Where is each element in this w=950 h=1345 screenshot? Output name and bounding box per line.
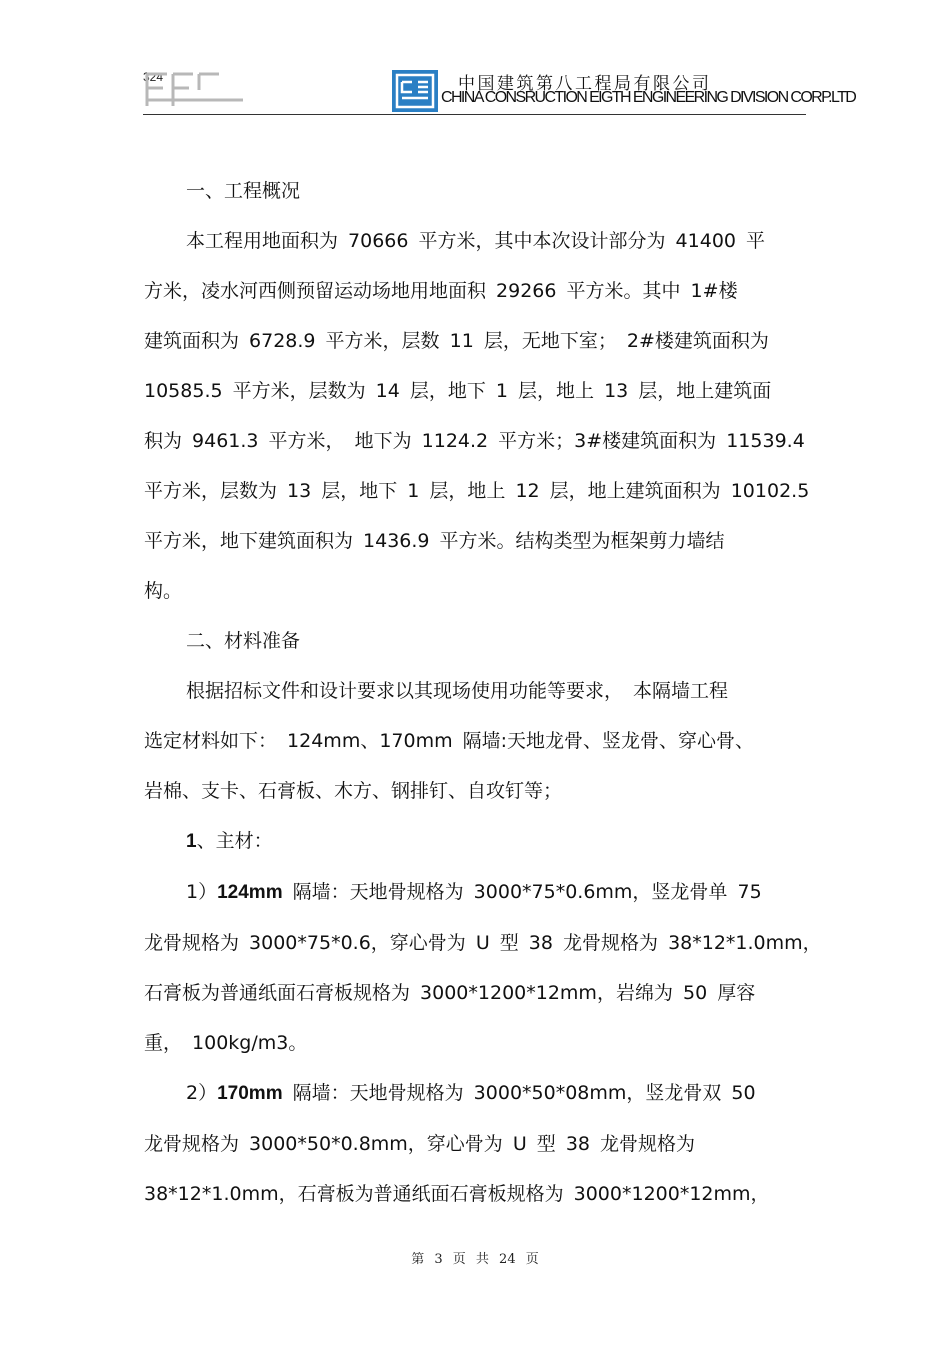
paragraph-line: 重， 100kg/m3。 [144,1032,308,1054]
header-page-number: 324 [143,70,164,84]
item-text: 隔墙：天地骨规格为 3000*50*08mm，竖龙骨双 50 [282,1082,756,1104]
item-bold-spec: 124mm [217,882,283,903]
item-prefix: 2） [186,1082,218,1104]
paragraph-line: 构。 [144,580,183,602]
paragraph-line: 龙骨规格为 3000*50*0.8mm，穿心骨为 U 型 38 龙骨规格为 [144,1133,696,1155]
section-heading: 一、工程概况 [186,180,301,202]
paragraph-line: 10585.5 平方米，层数为 14 层，地下 1 层，地上 13 层，地上建筑面 [144,380,772,402]
item-text: 隔墙：天地骨规格为 3000*75*0.6mm，竖龙骨单 75 [282,881,762,903]
paragraph-line: 平方米，地下建筑面积为 1436.9 平方米。结构类型为框架剪力墙结 [144,530,725,552]
header-divider [143,114,806,115]
paragraph-line: 石膏板为普通纸面石膏板规格为 3000*1200*12mm，岩绵为 50 厚容 [144,982,756,1004]
subsection-label: 、主材： [196,830,273,852]
paragraph-line: 岩棉、支卡、石膏板、木方、钢排钉、自攻钉等； [144,780,563,802]
paragraph-line: 选定材料如下： 124mm、170mm 隔墙:天地龙骨、竖龙骨、穿心骨、 [144,730,755,752]
paragraph-line: 方米，凌水河西侧预留运动场地用地面积 29266 平方米。其中 1#楼 [144,280,738,302]
section-heading: 二、材料准备 [186,630,301,652]
company-logo-icon [392,70,438,112]
paragraph-line: 平方米，层数为 13 层，地下 1 层，地上 12 层，地上建筑面积为 10102.5 [144,480,810,502]
paragraph-line: 积为 9461.3 平方米， 地下为 1124.2 平方米；3#楼建筑面积为 11539.4 [144,430,805,452]
subsection-number: 1 [186,831,197,852]
document-body [144,166,822,1219]
subsection-heading [144,816,814,867]
page-header [0,0,950,120]
company-name-chinese: 中国建筑第八工程局有限公司 [458,74,712,94]
paragraph-line: 龙骨规格为 3000*75*0.6，穿心骨为 U 型 38 龙骨规格为 38*12*1.0mm， [144,932,822,954]
watermark-logo-icon [145,66,245,110]
paragraph-line: 根据招标文件和设计要求以其现场使用功能等要求， 本隔墙工程 [186,680,729,702]
page-footer: 第 3 页 共 24 页 [411,1252,539,1267]
item-bold-spec: 170mm [217,1083,283,1104]
company-name-english: CHINA CONSRUCTION EIGTH ENGINEERING DIVISION CORP.LTD [441,89,856,106]
paragraph-line: 建筑面积为 6728.9 平方米，层数 11 层，无地下室； 2#楼建筑面积为 [144,330,769,352]
item-first-line [144,867,814,918]
paragraph-line: 38*12*1.0mm，石膏板为普通纸面石膏板规格为 3000*1200*12mm， [144,1183,770,1205]
paragraph-line: 本工程用地面积为 70666 平方米，其中本次设计部分为 41400 平 [186,230,766,252]
item-prefix: 1） [186,881,218,903]
item-first-line [144,1068,814,1119]
